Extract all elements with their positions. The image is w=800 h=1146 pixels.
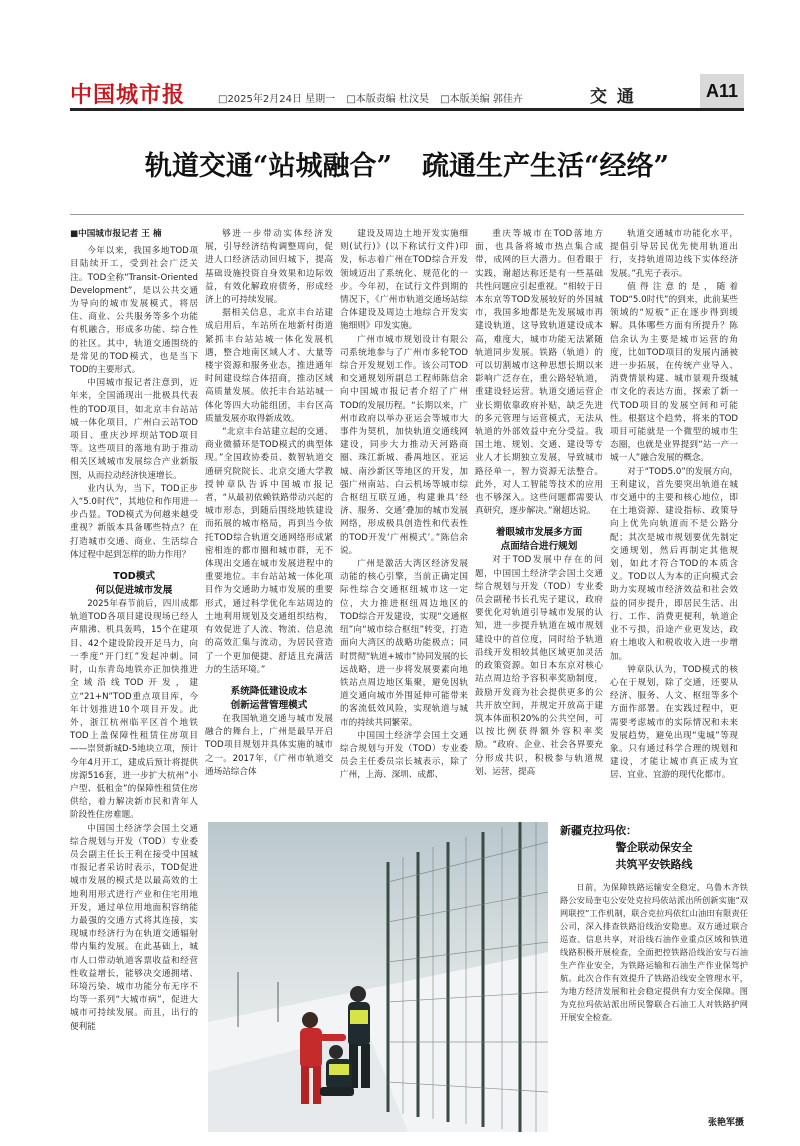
- article-column-4: [475, 228, 603, 814]
- paragraph: 业内认为，当下，TOD正步入“5.0时代”，其地位和作用进一步凸显。TOD模式为何越来越受重视？新版本具备哪些特点？在打造城市交通、商业、生活综合体过程中起到怎样的助力作用？: [70, 483, 198, 560]
- masthead-rule: [70, 108, 744, 111]
- headline-rule: [70, 214, 744, 215]
- paragraph: 重庆等城市在TOD落地方面，也具备将城市热点集合成带，成网的巨大潜力。但看眼于实践，谢超达称还是有一些基础共性问题应引起重视。“相较于日本东京等TOD发展较好的外国城市，我国多地都是先发展城市再建设轨道，这导致轨道建设成本高，难度大，城市功能无法紧随轨道同步发展。铁路（轨道）的可以切割城市这种思想长期以来影响广泛存在，重公路轻轨道，重建设轻运营。轨道交通运营企业长期依靠政府补贴，缺乏先进的多元管理与运营模式，无法从轨道的外部效益中充分受益。我国土地、规划、交通、建设等专业人才长期独立发展，导致城市路径单一，智力资源无法整合。此外，对人工智能等技术的应用也不够深入。这些问题都需要认真研究，逐步解决。”谢超达说。: [475, 229, 603, 517]
- paragraph: 够进一步带动实体经济发展，引导经济结构调整周向，促进人口经济活动回归城下，提高基础设施投资自身效果和边际效益，有效化解政府债务，形成经济上的可持续发展。: [205, 229, 333, 306]
- paragraph: 钟章队认为，TOD模式的核心在于规划，除了交通，还要从经济、服务、人文、枢纽等多个方面作部署。在实践过程中，更需要考虑城市的实际情况和未来发展趋势，避免出现“鬼城”等现象。只有通过科学合理的规划和建设，才能让城市真正成为宜居、宜业、宜游的现代化都市。: [610, 664, 738, 781]
- paragraph: 今年以来，我国多地TOD项目陆续开工，受到社会广泛关注。TOD全称“Transit-Oriented Development”，是以公共交通为导向的城市发展模式，将居住、商业、公共服务等多个功能有机融合，形成多功能、综合性的社区。其中，轨道交通围绕的是常见的TOD模式，也是当下TOD的主要形式。: [70, 246, 198, 376]
- article-column-3: [340, 228, 468, 814]
- masthead: [0, 0, 800, 112]
- photo-sidebar: [560, 822, 748, 1132]
- paragraph: 广州是激活大湾区经济发展动能的核心引擎，当前正确定国际性综合交通枢纽城市这一定位，大力推进枢纽周边地区的TOD综合开发建设，实现“交通枢纽”向“城市综合枢纽”转变，打造面向大湾区的战略功能极点；同时贯彻“轨道+城市”协同发展的长远战略，进一步将发展要素向地铁站点周边地区集聚，避免因轨道交通向城市外围延伸可能带来的客流低效风险，实现轨道与城市的持续共同繁荣。: [340, 559, 468, 728]
- paragraph: 中国城市报记者注意到，近年来，全国涌现出一批极具代表性的TOD项目，如北京丰台站站城一体化项目，广州白云站TOD项目、重庆沙坪坝站TOD项目等。这些项目的落地有助于推动相关区域城市发展综合产业新版图，从而拉动经济快速增长。: [70, 378, 198, 481]
- headline-part-1: 轨道交通“站城融合”: [144, 150, 392, 182]
- photo-feature: [208, 822, 748, 1132]
- paragraph: 据相关信息，北京丰台站建成启用后，车站所在地新村街道紧抓丰台站站城一体化发展机遇，整合地南区域人才、大量等楼宇资源和服务业态，推进通年时间建设综合体招商，推动区域高质量发展。依托丰台站站城一体化等四大功能组团，丰台区高质量发展亦取得新成效。: [205, 308, 333, 424]
- photo-title-line-3: 共筑平安铁路线: [615, 858, 693, 871]
- headline: [70, 128, 744, 198]
- paragraph: 中国国土经济学会国土交通综合规划与开发（TOD）专业委员会主任委员宗长城表示，除了广州，上海、深圳、成都、: [340, 730, 468, 781]
- article-column-2: [205, 228, 333, 814]
- byline: ■中国城市报记者 王 楠: [70, 229, 162, 239]
- photo-title-line-2: 警企联动保安全: [615, 841, 693, 854]
- paragraph: 2025年春节前后，四川成都轨道TOD各项目建设现场已经人声鼎沸、机具轰鸣，15个在建项目、42个建设阶段开足马力，向一季度“开门红”发起冲刺。同时，山东青岛地铁亦正加快推进全域沿线TOD开发，建立“21+N”TOD重点项目库，今年计划推进10个项目开发。此外，浙江杭州临平区首个地铁TOD上盖保障性租赁住房项目——崇贤新城D-5地块立项，预计今年4月开工，建成后预计将提供房源516套，进一步扩大杭州“小户型、低租金”的保障性租赁住房供给，着力解决新市民和青年人阶段性住房难题。: [70, 599, 198, 821]
- page-editor: □本版责编 杜汶昊: [346, 94, 429, 105]
- article-column-1: [70, 228, 198, 1108]
- page-number: A11: [700, 74, 744, 108]
- photo-caption: 日前，为保障铁路运输安全稳定，乌鲁木齐铁路公安局奎屯公安处克拉玛依站派出所创新实施“双网联控”工作机制，联合克拉玛依红山油田有限责任公司，深入排查铁路沿线治安隐患。双方通过联合巡查、信息共享，对沿线石油作业重点区域和铁道线路积极开展检查，全面把控铁路沿线治安与石油生产作业安全，为铁路运输和石油生产作业保驾护航。此次合作有效提升了铁路沿线安全管理水平，为地方经济发展和社会稳定提供有力安全保障。图为克拉玛依站派出所民警联合石油工人对铁路护网开展安全检查。: [560, 882, 748, 1022]
- headline-part-2: 疏通生产生活“经络”: [422, 150, 670, 182]
- paragraph: “北京丰台站建立起的交通、商业微循环是TOD模式的典型体现。”全国政协委员、数智轨道交通研究院院长、北京交通大学教授钟章队告诉中国城市报记者，“从最初依赖铁路带动兴起的城市形态，到随后围绕地铁建设而拓展的城市格局，再到当今依托TOD综合轨道交通网络形成紧密相连的都市圈和城市群，无不体现出交通在城市发展进程中的重要地位。丰台站站城一体化项目作为交通助力城市发展的重要形式，通过科学优化车站周边的土地利用规划及交通组织结构，有效促进了人流、物流、信息流的高效汇集与流动，为居民营造了一个更加便捷、舒适且充满活力的生活环境。”: [205, 427, 333, 675]
- paragraph: 轨道交通城市功能化水平，提倡引导居民优先使用轨道出行，支持轨道周边线下实体经济发展。”孔宪子表示。: [610, 229, 738, 279]
- paragraph: 在我国轨道交通与城市发展融合的舞台上，广州是最早开启TOD项目规划并具体实施的城市之一。2017年，《广州市轨道交通场站综合体: [205, 713, 333, 777]
- subheading: TOD模式 何以促进城市发展: [95, 571, 173, 597]
- dateline: [218, 90, 531, 105]
- page-designer: □本版美编 郭佳卉: [440, 94, 523, 105]
- photo-title-line-1: 新疆克拉玛依：: [560, 824, 637, 837]
- article-column-5: [610, 228, 738, 814]
- news-photo: [208, 822, 548, 1132]
- photo-title: [560, 822, 748, 873]
- paragraph: 中国国土经济学会国土交通综合规划与开发（TOD）专业委员会副主任长王利在接受中国城市报记者采访时表示，TOD促进城市发展的模式是以最高效的土地利用形式进行产业和住宅用地开发，通过单位用地面积容纳能力最强的交通方式将其连接，实现城市经济行为在轨道交通辐射带内集约发展。在此基础上，城市人口带动轨道客票收益和经营性收益增长，能够决交通拥堵、环境污染、城市功能分布无序不均等一系列“大城市病”，促进大城市可持续发展。而且，出行的便利能: [70, 823, 198, 1032]
- issue-date: □2025年2月24日 星期一: [218, 94, 336, 105]
- railway-fence-scene: [208, 822, 548, 1132]
- paragraph: 对于TOD发展中存在的问题，中国国土经济学会国土交通综合规划与开发（TOD）专业委员会副秘书长孔宪子建议，政府要优化对轨道引导城市发展的认知，进一步提升轨道在城市规划建设中的首位度，同时给予轨道沿线开发相较其他区域更加灵活的政策资源。如日本东京对核心站点周边给予容积率奖励制度，鼓励开发商为社会提供更多的公共开放空间，并规定开放高于建筑本体面积20%的公共空间，可以按比例获得额外容积率奖励。“政府、企业、社会各界要充分形成共识，积极参与轨道规划、运营，提高: [475, 555, 603, 777]
- paragraph: 对于“TOD5.0”的发展方向，王利建议，首先要突出轨道在城市交通中的主要和核心地位，即在土地资源、建设指标、政策导向上优先向轨道而不是公路分配；其次是城市规划要优先制定交通规划，然后再制定其他规划，如此才符合TOD的本质含义。TOD以人为本的正向模式会助力实现城市经济效益和社会效益的同步提升，即居民生活、出行、工作、消费更便利，轨道企业不亏损，沿途产业更发达，政府土地收入和税收收入进一步增加。: [610, 466, 738, 662]
- subheading: 系统降低建设成本 创新运营管理模式: [230, 685, 308, 711]
- paragraph: 建设及周边土地开发实施细则(试行)》(以下称试行文件)印发，标志着广州在TOD综合开发领域迈出了系统化、规范化的一步。今年初，在试行文件到期的情况下，《广州市轨道交通场站综合体建设及周边土地综合开发实施细则》印发实施。: [340, 229, 468, 332]
- subheading: 着眼城市发展多方面 点面结合进行规划: [495, 527, 583, 553]
- newspaper-logo: 中国城市报: [70, 82, 186, 108]
- photo-credit: 张艳军摄: [707, 1118, 744, 1128]
- paragraph: 值得注意的是，随着TOD“5.0时代”的到来，此前某些领域的“短板”正在逐步得到缓解。具体哪些方面有所提升？陈信余认为主要是城市运营的角度，比如TOD项目的发展内涵被进一步拓展，在传统产业导入、消费情景构建、城市景观升级城市文化的表达方面，探索了新一代TOD项目的发展空间和可能性。根据这个趋势，将来的TOD项目可能就是一个微型的城市生态圈，也就是业界提到“站一产一城一人”融合发展的概念。: [610, 281, 738, 464]
- section-name: 交 通: [590, 87, 636, 107]
- paragraph: 广州市城市规划设计有限公司系统地参与了广州市多轮TOD综合开发规划工作。该公司TOD和交通规划所副总工程师陈信余向中国城市报记者介绍了广州TOD的发展历程。“长期以来，广州市政府以举办亚运会等城市大事件为契机，加快轨道交通线网建设，同步大力推动天河路商圈、珠江新城、番禺地区、亚运城、南沙新区等地区的开发，加强广州南站、白云机场等城市综合枢纽互联互通，构建兼具‘经济、服务、交通’叠加的城市发展网络，形成极具创造性和代表性的TOD开发‘广州模式’。”陈信余说。: [340, 334, 468, 556]
